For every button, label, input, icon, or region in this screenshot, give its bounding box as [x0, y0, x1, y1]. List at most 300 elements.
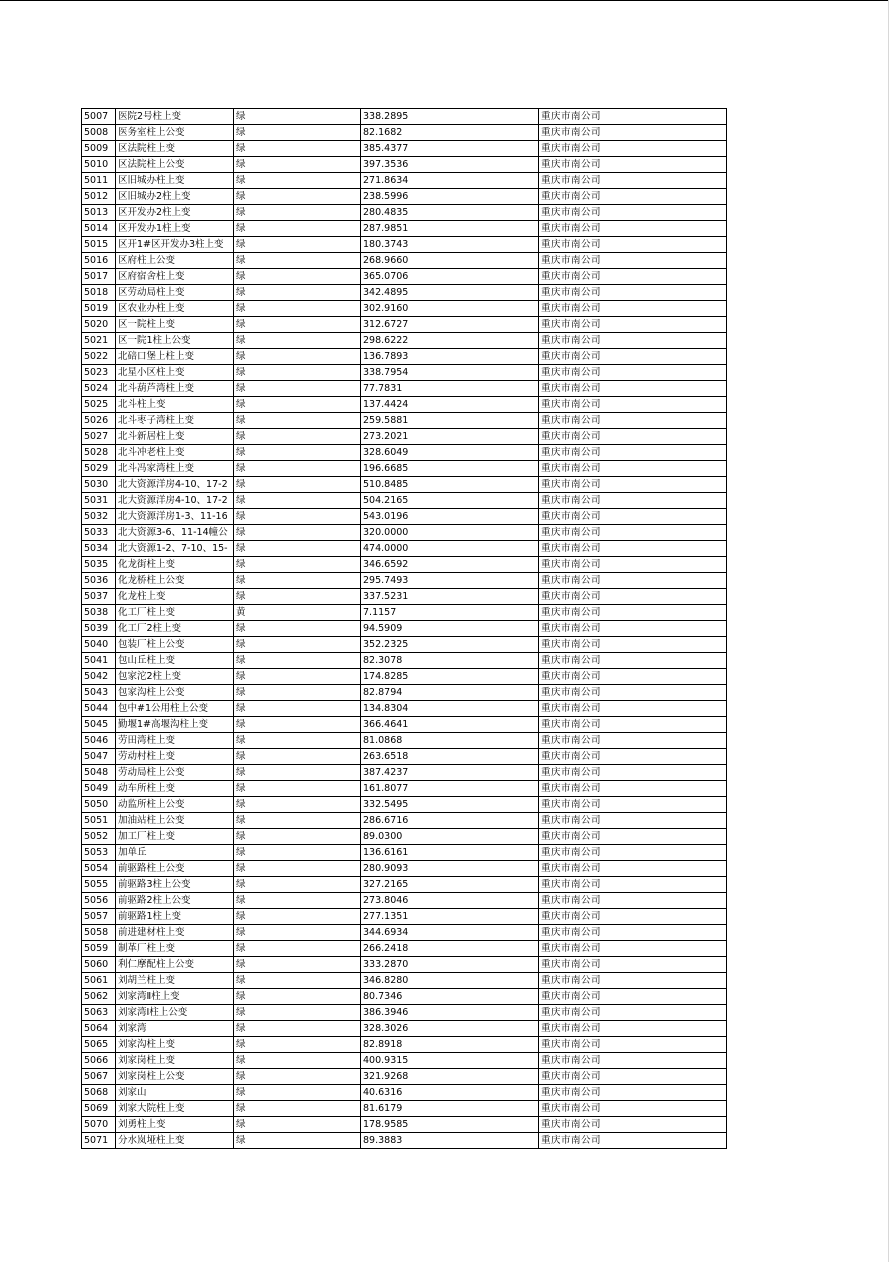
cell-id: 5069: [82, 1101, 116, 1117]
cell-value: 89.0300: [361, 829, 539, 845]
cell-value: 196.6685: [361, 461, 539, 477]
cell-company: 重庆市南公司: [539, 813, 727, 829]
cell-transformer-name: 化龙柱上变: [116, 589, 234, 605]
cell-id: 5068: [82, 1085, 116, 1101]
cell-value: 387.4237: [361, 765, 539, 781]
cell-transformer-name: 包中#1公用柱上公变: [116, 701, 234, 717]
cell-status: 绿: [234, 189, 361, 205]
cell-id: 5044: [82, 701, 116, 717]
cell-status: 绿: [234, 541, 361, 557]
cell-value: 136.6161: [361, 845, 539, 861]
cell-id: 5036: [82, 573, 116, 589]
cell-status: 绿: [234, 461, 361, 477]
cell-status: 绿: [234, 813, 361, 829]
cell-value: 397.3536: [361, 157, 539, 173]
table-row: [82, 845, 727, 861]
cell-company: 重庆市南公司: [539, 381, 727, 397]
table-row: [82, 109, 727, 125]
table-row: [82, 717, 727, 733]
cell-id: 5053: [82, 845, 116, 861]
cell-status: 绿: [234, 1037, 361, 1053]
table-row: [82, 573, 727, 589]
cell-value: 338.2895: [361, 109, 539, 125]
table-row: [82, 909, 727, 925]
cell-id: 5060: [82, 957, 116, 973]
table-row: [82, 925, 727, 941]
cell-status: 绿: [234, 637, 361, 653]
table-row: [82, 285, 727, 301]
cell-value: 137.4424: [361, 397, 539, 413]
cell-id: 5030: [82, 477, 116, 493]
cell-transformer-name: 刘家湾Ⅱ柱上变: [116, 989, 234, 1005]
cell-id: 5047: [82, 749, 116, 765]
cell-company: 重庆市南公司: [539, 237, 727, 253]
cell-id: 5066: [82, 1053, 116, 1069]
cell-transformer-name: 前驱路柱上公变: [116, 861, 234, 877]
cell-value: 346.6592: [361, 557, 539, 573]
cell-value: 385.4377: [361, 141, 539, 157]
cell-status: 绿: [234, 157, 361, 173]
cell-value: 346.8280: [361, 973, 539, 989]
table-row: [82, 685, 727, 701]
cell-status: 绿: [234, 237, 361, 253]
cell-value: 327.2165: [361, 877, 539, 893]
cell-id: 5023: [82, 365, 116, 381]
cell-status: 绿: [234, 829, 361, 845]
cell-id: 5040: [82, 637, 116, 653]
cell-value: 298.6222: [361, 333, 539, 349]
cell-id: 5029: [82, 461, 116, 477]
table-row: [82, 125, 727, 141]
cell-id: 5062: [82, 989, 116, 1005]
cell-value: 352.2325: [361, 637, 539, 653]
cell-status: 绿: [234, 877, 361, 893]
cell-transformer-name: 化龙街柱上变: [116, 557, 234, 573]
cell-company: 重庆市南公司: [539, 781, 727, 797]
table-row: [82, 237, 727, 253]
cell-company: 重庆市南公司: [539, 573, 727, 589]
cell-transformer-name: 化工厂2柱上变: [116, 621, 234, 637]
cell-status: 绿: [234, 845, 361, 861]
cell-status: 绿: [234, 349, 361, 365]
cell-company: 重庆市南公司: [539, 1085, 727, 1101]
transformer-table: [81, 108, 727, 1149]
cell-value: 474.0000: [361, 541, 539, 557]
table-row: [82, 829, 727, 845]
cell-value: 337.5231: [361, 589, 539, 605]
table-body: [82, 109, 727, 1149]
cell-transformer-name: 包家沟柱上公变: [116, 685, 234, 701]
cell-company: 重庆市南公司: [539, 429, 727, 445]
table-row: [82, 269, 727, 285]
table-row: [82, 1037, 727, 1053]
cell-company: 重庆市南公司: [539, 557, 727, 573]
cell-company: 重庆市南公司: [539, 957, 727, 973]
cell-value: 82.3078: [361, 653, 539, 669]
cell-status: 绿: [234, 909, 361, 925]
table-row: [82, 893, 727, 909]
cell-id: 5017: [82, 269, 116, 285]
cell-status: 绿: [234, 125, 361, 141]
cell-id: 5025: [82, 397, 116, 413]
cell-status: 绿: [234, 1021, 361, 1037]
cell-id: 5010: [82, 157, 116, 173]
cell-company: 重庆市南公司: [539, 1037, 727, 1053]
cell-transformer-name: 利仁摩配柱上公变: [116, 957, 234, 973]
cell-id: 5021: [82, 333, 116, 349]
cell-company: 重庆市南公司: [539, 509, 727, 525]
cell-status: 绿: [234, 445, 361, 461]
cell-transformer-name: 区府宿舍柱上变: [116, 269, 234, 285]
table-row: [82, 205, 727, 221]
cell-company: 重庆市南公司: [539, 701, 727, 717]
cell-company: 重庆市南公司: [539, 717, 727, 733]
cell-status: 绿: [234, 173, 361, 189]
table-row: [82, 989, 727, 1005]
cell-status: 绿: [234, 925, 361, 941]
cell-transformer-name: 刘家大院柱上变: [116, 1101, 234, 1117]
cell-status: 绿: [234, 989, 361, 1005]
table-row: [82, 349, 727, 365]
cell-value: 89.3883: [361, 1133, 539, 1149]
cell-id: 5018: [82, 285, 116, 301]
table-row: [82, 669, 727, 685]
cell-id: 5022: [82, 349, 116, 365]
table-row: [82, 637, 727, 653]
cell-id: 5054: [82, 861, 116, 877]
cell-company: 重庆市南公司: [539, 893, 727, 909]
cell-id: 5046: [82, 733, 116, 749]
cell-company: 重庆市南公司: [539, 621, 727, 637]
cell-transformer-name: 区法院柱上公变: [116, 157, 234, 173]
cell-status: 绿: [234, 269, 361, 285]
cell-company: 重庆市南公司: [539, 1117, 727, 1133]
table-row: [82, 1021, 727, 1037]
cell-value: 333.2870: [361, 957, 539, 973]
cell-company: 重庆市南公司: [539, 605, 727, 621]
cell-company: 重庆市南公司: [539, 221, 727, 237]
cell-id: 5058: [82, 925, 116, 941]
cell-company: 重庆市南公司: [539, 173, 727, 189]
cell-id: 5011: [82, 173, 116, 189]
table-row: [82, 765, 727, 781]
cell-company: 重庆市南公司: [539, 397, 727, 413]
cell-status: 绿: [234, 109, 361, 125]
table-row: [82, 189, 727, 205]
cell-company: 重庆市南公司: [539, 685, 727, 701]
table-row: [82, 333, 727, 349]
table-row: [82, 957, 727, 973]
table-row: [82, 605, 727, 621]
cell-value: 82.1682: [361, 125, 539, 141]
cell-transformer-name: 分水岚垭柱上变: [116, 1133, 234, 1149]
cell-id: 5037: [82, 589, 116, 605]
cell-value: 180.3743: [361, 237, 539, 253]
cell-transformer-name: 北斗冲老柱上变: [116, 445, 234, 461]
cell-id: 5034: [82, 541, 116, 557]
cell-value: 332.5495: [361, 797, 539, 813]
cell-transformer-name: 刘家岗柱上变: [116, 1053, 234, 1069]
cell-value: 295.7493: [361, 573, 539, 589]
cell-transformer-name: 前驱路2柱上公变: [116, 893, 234, 909]
table-row: [82, 701, 727, 717]
cell-status: 绿: [234, 765, 361, 781]
cell-status: 绿: [234, 285, 361, 301]
table-row: [82, 733, 727, 749]
cell-transformer-name: 动车所柱上变: [116, 781, 234, 797]
cell-id: 5032: [82, 509, 116, 525]
table-row: [82, 749, 727, 765]
cell-status: 绿: [234, 653, 361, 669]
cell-transformer-name: 加油站柱上公变: [116, 813, 234, 829]
cell-transformer-name: 区旧城办2柱上变: [116, 189, 234, 205]
table-row: [82, 525, 727, 541]
cell-id: 5063: [82, 1005, 116, 1021]
table-row: [82, 381, 727, 397]
cell-transformer-name: 北星小区柱上变: [116, 365, 234, 381]
cell-id: 5015: [82, 237, 116, 253]
cell-value: 277.1351: [361, 909, 539, 925]
table-row: [82, 589, 727, 605]
cell-transformer-name: 北大资源3-6、11-14幢公: [116, 525, 234, 541]
cell-company: 重庆市南公司: [539, 749, 727, 765]
table-row: [82, 973, 727, 989]
cell-status: 绿: [234, 941, 361, 957]
cell-value: 366.4641: [361, 717, 539, 733]
table-row: [82, 653, 727, 669]
cell-value: 82.8918: [361, 1037, 539, 1053]
table-row: [82, 1069, 727, 1085]
cell-company: 重庆市南公司: [539, 413, 727, 429]
cell-id: 5057: [82, 909, 116, 925]
cell-value: 400.9315: [361, 1053, 539, 1069]
cell-value: 365.0706: [361, 269, 539, 285]
cell-value: 504.2165: [361, 493, 539, 509]
table-row: [82, 493, 727, 509]
table-row: [82, 557, 727, 573]
cell-transformer-name: 包山丘柱上变: [116, 653, 234, 669]
cell-id: 5051: [82, 813, 116, 829]
cell-id: 5041: [82, 653, 116, 669]
cell-status: 绿: [234, 557, 361, 573]
cell-value: 286.6716: [361, 813, 539, 829]
cell-transformer-name: 北斗柱上变: [116, 397, 234, 413]
cell-company: 重庆市南公司: [539, 1069, 727, 1085]
cell-company: 重庆市南公司: [539, 829, 727, 845]
cell-id: 5014: [82, 221, 116, 237]
cell-id: 5050: [82, 797, 116, 813]
cell-value: 328.3026: [361, 1021, 539, 1037]
cell-status: 绿: [234, 701, 361, 717]
cell-id: 5067: [82, 1069, 116, 1085]
cell-company: 重庆市南公司: [539, 317, 727, 333]
cell-company: 重庆市南公司: [539, 205, 727, 221]
cell-company: 重庆市南公司: [539, 877, 727, 893]
table-row: [82, 365, 727, 381]
cell-transformer-name: 医院2号柱上变: [116, 109, 234, 125]
cell-id: 5020: [82, 317, 116, 333]
cell-id: 5031: [82, 493, 116, 509]
cell-transformer-name: 区法院柱上变: [116, 141, 234, 157]
cell-transformer-name: 北斗葫芦湾柱上变: [116, 381, 234, 397]
cell-status: 绿: [234, 381, 361, 397]
cell-status: 绿: [234, 797, 361, 813]
cell-value: 280.9093: [361, 861, 539, 877]
cell-transformer-name: 医务室柱上公变: [116, 125, 234, 141]
cell-status: 绿: [234, 141, 361, 157]
cell-value: 174.8285: [361, 669, 539, 685]
table-row: [82, 861, 727, 877]
cell-company: 重庆市南公司: [539, 333, 727, 349]
table-row: [82, 477, 727, 493]
table-row: [82, 413, 727, 429]
cell-id: 5019: [82, 301, 116, 317]
cell-id: 5052: [82, 829, 116, 845]
cell-company: 重庆市南公司: [539, 765, 727, 781]
cell-transformer-name: 化工厂柱上变: [116, 605, 234, 621]
cell-company: 重庆市南公司: [539, 1053, 727, 1069]
cell-transformer-name: 劳动村柱上变: [116, 749, 234, 765]
page-top-border: [0, 0, 888, 1]
cell-value: 342.4895: [361, 285, 539, 301]
cell-transformer-name: 北大资源洋房4-10、17-2: [116, 493, 234, 509]
page-right-border: [888, 0, 889, 1262]
table-row: [82, 1005, 727, 1021]
cell-transformer-name: 区开发办2柱上变: [116, 205, 234, 221]
cell-transformer-name: 区劳动局柱上变: [116, 285, 234, 301]
cell-value: 280.4835: [361, 205, 539, 221]
cell-status: 绿: [234, 413, 361, 429]
cell-company: 重庆市南公司: [539, 1021, 727, 1037]
cell-value: 80.7346: [361, 989, 539, 1005]
cell-transformer-name: 刘胡兰柱上变: [116, 973, 234, 989]
cell-value: 321.9268: [361, 1069, 539, 1085]
cell-id: 5042: [82, 669, 116, 685]
cell-status: 绿: [234, 477, 361, 493]
cell-company: 重庆市南公司: [539, 461, 727, 477]
cell-value: 178.9585: [361, 1117, 539, 1133]
table-row: [82, 301, 727, 317]
cell-company: 重庆市南公司: [539, 189, 727, 205]
cell-id: 5048: [82, 765, 116, 781]
cell-value: 238.5996: [361, 189, 539, 205]
cell-transformer-name: 加工厂柱上变: [116, 829, 234, 845]
cell-transformer-name: 北大资源洋房1-3、11-16: [116, 509, 234, 525]
cell-status: 绿: [234, 1101, 361, 1117]
cell-status: 绿: [234, 397, 361, 413]
cell-id: 5007: [82, 109, 116, 125]
cell-id: 5045: [82, 717, 116, 733]
cell-status: 黄: [234, 605, 361, 621]
cell-company: 重庆市南公司: [539, 541, 727, 557]
cell-value: 263.6518: [361, 749, 539, 765]
cell-company: 重庆市南公司: [539, 973, 727, 989]
cell-id: 5070: [82, 1117, 116, 1133]
cell-status: 绿: [234, 1085, 361, 1101]
cell-status: 绿: [234, 509, 361, 525]
cell-company: 重庆市南公司: [539, 1005, 727, 1021]
cell-company: 重庆市南公司: [539, 109, 727, 125]
cell-id: 5009: [82, 141, 116, 157]
cell-id: 5024: [82, 381, 116, 397]
cell-id: 5028: [82, 445, 116, 461]
cell-company: 重庆市南公司: [539, 141, 727, 157]
table-row: [82, 445, 727, 461]
table-row: [82, 541, 727, 557]
cell-value: 94.5909: [361, 621, 539, 637]
cell-company: 重庆市南公司: [539, 669, 727, 685]
cell-value: 266.2418: [361, 941, 539, 957]
cell-value: 273.8046: [361, 893, 539, 909]
table-row: [82, 797, 727, 813]
cell-transformer-name: 勤堰1#高堰沟柱上变: [116, 717, 234, 733]
cell-value: 7.1157: [361, 605, 539, 621]
cell-status: 绿: [234, 493, 361, 509]
cell-transformer-name: 劳动局柱上公变: [116, 765, 234, 781]
cell-transformer-name: 动监所柱上公变: [116, 797, 234, 813]
cell-transformer-name: 制革厂柱上变: [116, 941, 234, 957]
cell-id: 5059: [82, 941, 116, 957]
cell-id: 5026: [82, 413, 116, 429]
cell-id: 5038: [82, 605, 116, 621]
table-row: [82, 429, 727, 445]
cell-status: 绿: [234, 861, 361, 877]
cell-transformer-name: 北斗新居柱上变: [116, 429, 234, 445]
cell-company: 重庆市南公司: [539, 349, 727, 365]
cell-transformer-name: 北斗冯家湾柱上变: [116, 461, 234, 477]
cell-value: 40.6316: [361, 1085, 539, 1101]
cell-id: 5049: [82, 781, 116, 797]
cell-status: 绿: [234, 1053, 361, 1069]
cell-value: 302.9160: [361, 301, 539, 317]
cell-status: 绿: [234, 589, 361, 605]
cell-transformer-name: 刘家岗柱上公变: [116, 1069, 234, 1085]
cell-status: 绿: [234, 973, 361, 989]
cell-value: 287.9851: [361, 221, 539, 237]
cell-transformer-name: 区府柱上公变: [116, 253, 234, 269]
cell-company: 重庆市南公司: [539, 1133, 727, 1149]
cell-transformer-name: 包家沱2柱上变: [116, 669, 234, 685]
cell-company: 重庆市南公司: [539, 797, 727, 813]
cell-company: 重庆市南公司: [539, 1101, 727, 1117]
cell-value: 77.7831: [361, 381, 539, 397]
cell-status: 绿: [234, 365, 361, 381]
cell-company: 重庆市南公司: [539, 925, 727, 941]
cell-status: 绿: [234, 1069, 361, 1085]
cell-value: 136.7893: [361, 349, 539, 365]
cell-status: 绿: [234, 205, 361, 221]
cell-transformer-name: 北碚口堡上柱上变: [116, 349, 234, 365]
cell-status: 绿: [234, 301, 361, 317]
cell-id: 5013: [82, 205, 116, 221]
table-row: [82, 621, 727, 637]
cell-status: 绿: [234, 1133, 361, 1149]
cell-transformer-name: 刘家山: [116, 1085, 234, 1101]
cell-value: 134.8304: [361, 701, 539, 717]
cell-value: 312.6727: [361, 317, 539, 333]
cell-company: 重庆市南公司: [539, 301, 727, 317]
cell-company: 重庆市南公司: [539, 253, 727, 269]
cell-id: 5012: [82, 189, 116, 205]
cell-company: 重庆市南公司: [539, 845, 727, 861]
cell-id: 5065: [82, 1037, 116, 1053]
table-row: [82, 397, 727, 413]
cell-status: 绿: [234, 893, 361, 909]
cell-status: 绿: [234, 749, 361, 765]
cell-company: 重庆市南公司: [539, 861, 727, 877]
cell-status: 绿: [234, 429, 361, 445]
cell-status: 绿: [234, 317, 361, 333]
